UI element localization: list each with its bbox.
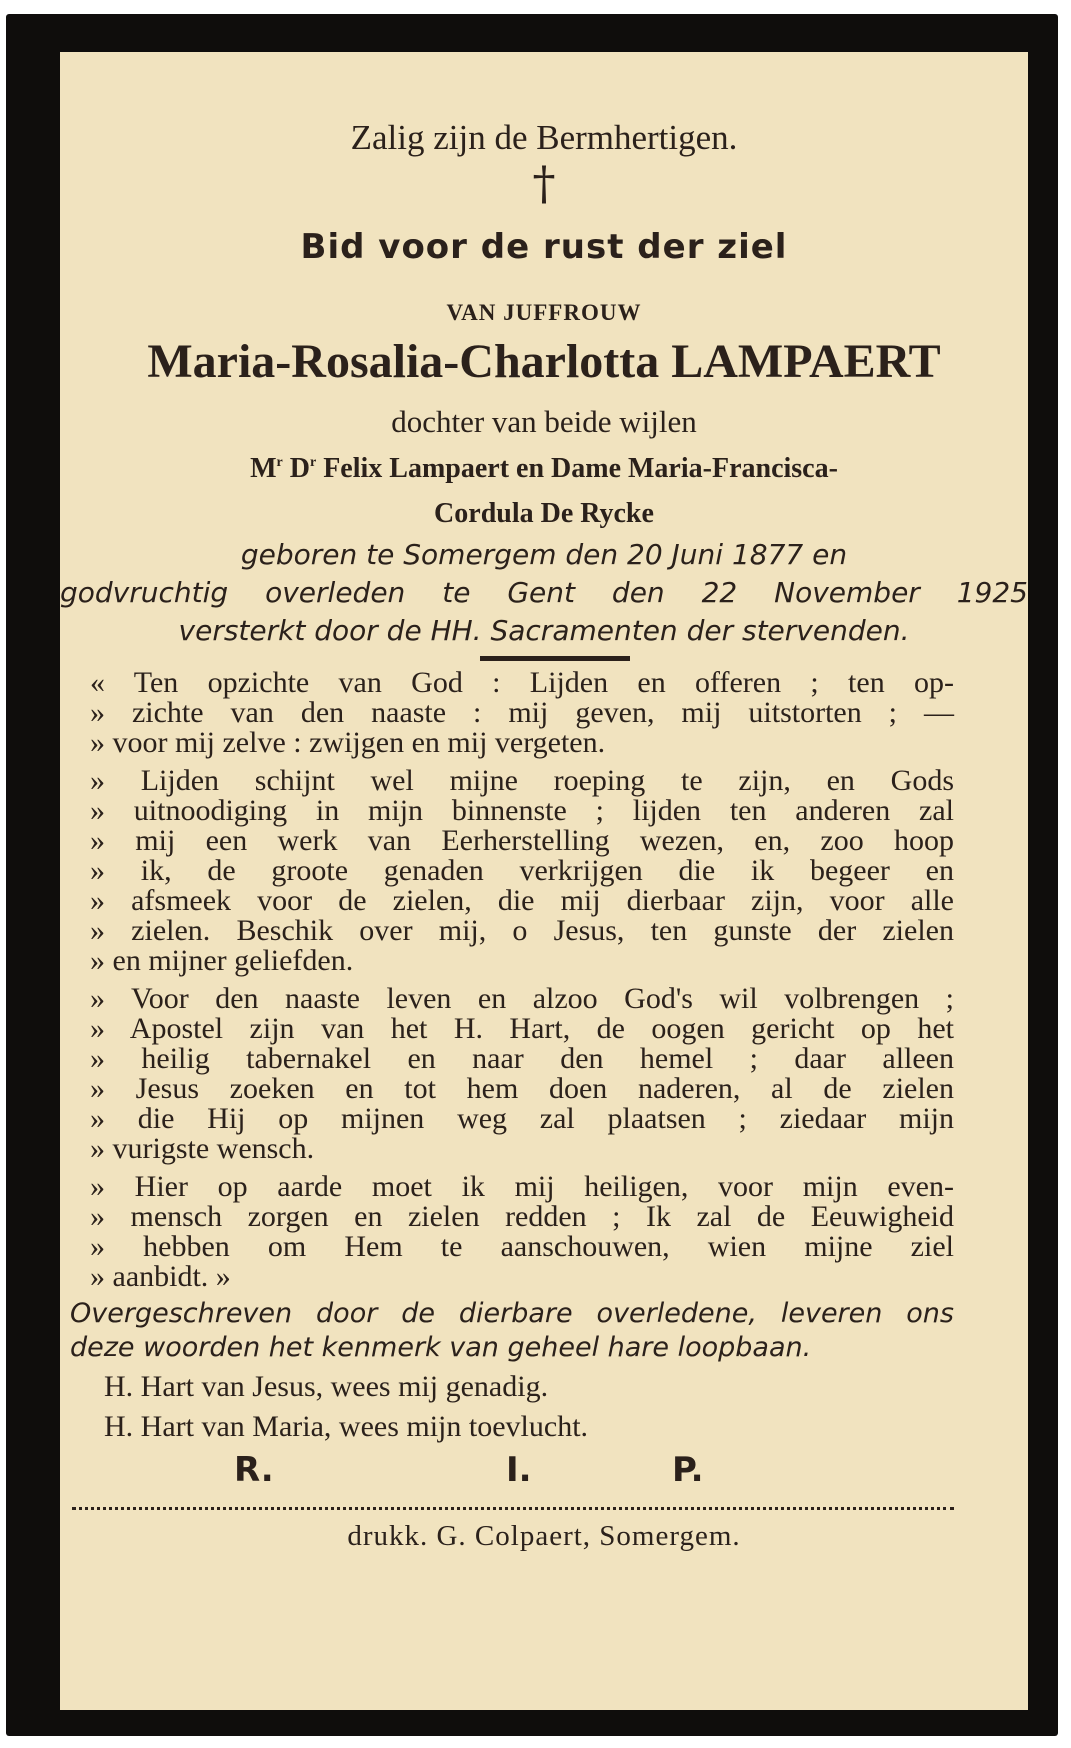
quote-line: « Ten opzichte van God : Lijden en offeren ; ten op- (90, 666, 954, 699)
dr-sup: r (309, 455, 317, 470)
quote-line: » en mijner geliefden. (90, 944, 354, 977)
quote-line: » vurigste wensch. (90, 1132, 315, 1165)
birth-line: geboren te Somergem den 20 Juni 1877 en (240, 538, 848, 571)
quote-line: » uitnoodiging in mijn binnenste ; lijden ten anderen zal (90, 794, 954, 827)
closing-line: deze woorden het kenmerk van geheel hare loopbaan. (70, 1332, 812, 1363)
quote-line: » die Hij op mijnen weg zal plaatsen ; ziedaar mijn (90, 1102, 954, 1135)
quote-line: » mij een werk van Eerherstelling wezen, en, zoo hoop (90, 824, 954, 857)
prayer-heading: Bid voor de rust der ziel (300, 227, 788, 267)
death-line: godvruchtig overleden te Gent den 22 November 1925 (60, 576, 1028, 609)
quote-line: » heilig tabernakel en naar den hemel ; daar alleen (90, 1042, 954, 1075)
mourning-card-border (6, 14, 1058, 1736)
quote-line: » Hier op aarde moet ik mij heiligen, voor mijn even- (90, 1170, 954, 1203)
mr-abbrev: M (250, 453, 277, 484)
quote-line: » mensch zorgen en zielen redden ; Ik zal de Eeuwigheid (90, 1200, 954, 1233)
invocation-jesus: H. Hart van Jesus, wees mij genadig. (104, 1370, 549, 1403)
quote-line: » hebben om Hem te aanschouwen, wien mijne ziel (90, 1230, 954, 1263)
mr-sup: r (276, 455, 283, 470)
dotted-divider (72, 1507, 954, 1510)
parents-line-1 (60, 453, 1028, 485)
quote-line: » afsmeek voor de zielen, die mij dierbaar zijn, voor alle (90, 884, 954, 917)
quote-line: » zichte van den naaste : mij geven, mij uitstorten ; — (90, 696, 954, 729)
relation-text: dochter van beide wijlen (391, 404, 697, 439)
motto: Zalig zijn de Bermhertigen. (350, 118, 738, 157)
quote-line: » Jesus zoeken en tot hem doen naderen, al de zielen (90, 1072, 954, 1105)
quote-line: » Voor den naaste leven en alzoo God's wil volbrengen ; (90, 982, 954, 1015)
quote-line: » Lijden schijnt wel mijne roeping te zijn, en Gods (90, 764, 954, 797)
quote-line: » aanbidt. » (90, 1260, 231, 1293)
quote-line: » voor mij zelve : zwijgen en mij vergeten. (90, 726, 606, 759)
rip-r: R. (234, 1450, 274, 1490)
invocation-maria: H. Hart van Maria, wees mijn toevlucht. (104, 1410, 589, 1443)
parents-line-2: Cordula De Rycke (434, 498, 654, 529)
parents-names: Felix Lampaert en Dame Maria-Francisca- (323, 453, 838, 484)
cross-icon: † (532, 156, 556, 210)
closing-line: Overgeschreven door de dierbare overledene, leveren ons (70, 1298, 954, 1329)
deceased-name: Maria-Rosalia-Charlotta LAMPAERT (147, 335, 941, 388)
printer-credit: drukk. G. Colpaert, Somergem. (347, 1520, 741, 1552)
rip-p: P. (672, 1450, 704, 1490)
sacraments-line: versterkt door de HH. Sacramenten der stervenden. (178, 614, 910, 647)
quote-line: » zielen. Beschik over mij, o Jesus, ten gunste der zielen (90, 914, 954, 947)
quote-line: » Apostel zijn van het H. Hart, de oogen gericht op het (90, 1012, 954, 1045)
memorial-card (60, 52, 1028, 1710)
divider-rule (480, 656, 630, 661)
title-prefix: VAN JUFFROUW (446, 300, 642, 325)
dr-abbrev: D (289, 453, 310, 484)
quote-line: » ik, de groote genaden verkrijgen die ik begeer en (90, 854, 954, 887)
rip-i: I. (506, 1450, 532, 1490)
